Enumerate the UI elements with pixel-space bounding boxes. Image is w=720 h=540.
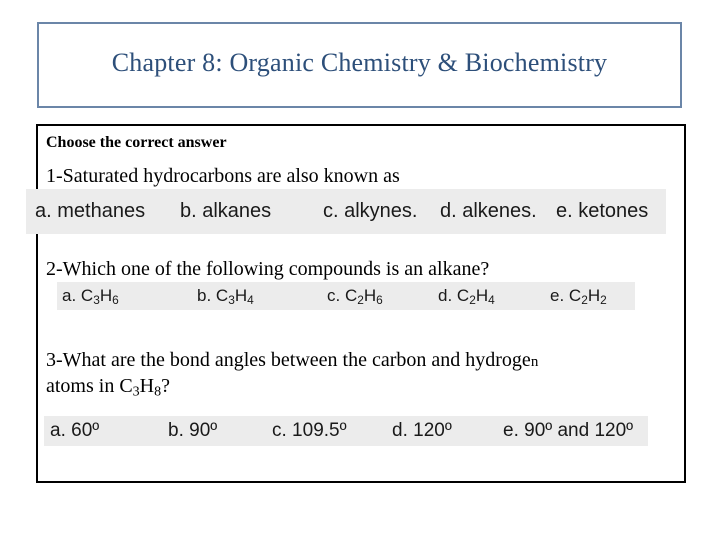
question-2-options <box>57 282 635 310</box>
option-1e: e. ketones <box>556 200 649 222</box>
option-1d: d. alkenes. <box>440 200 537 222</box>
question-2-text: 2-Which one of the following compounds is an alkane? <box>46 258 490 280</box>
option-2d: d. $C_2H_4$ <box>438 286 495 307</box>
option-1a: a. methanes <box>35 200 146 222</box>
option-3d: d. 120º <box>392 420 452 441</box>
option-1b: b. alkanes <box>180 200 272 222</box>
option-1c: c. alkynes. <box>323 200 418 222</box>
question-3-options <box>44 416 648 446</box>
title-box <box>37 22 682 108</box>
option-3c: c. 109.5º <box>272 420 347 441</box>
question-3-text: 3-What are the bond angles between the carbon and hydrogen atoms in $C_3H_8$? <box>46 349 539 400</box>
option-2e: e. $C_2H_2$ <box>550 286 607 307</box>
question-1-options <box>26 189 666 234</box>
option-3a: a. 60º <box>50 420 100 441</box>
question-1-text: 1-Saturated hydrocarbons are also known as <box>46 165 400 187</box>
option-3b: b. 90º <box>168 420 218 441</box>
slide-title: Chapter 8: Organic Chemistry & Biochemistry <box>111 48 608 77</box>
option-2a: a. $C_3H_6$ <box>62 286 119 307</box>
option-2c: c. $C_2H_6$ <box>327 286 383 307</box>
option-2b: b. $C_3H_4$ <box>197 286 254 307</box>
option-3e: e. 90º and 120º <box>503 420 634 441</box>
instruction-text: Choose the correct answer <box>46 134 227 151</box>
